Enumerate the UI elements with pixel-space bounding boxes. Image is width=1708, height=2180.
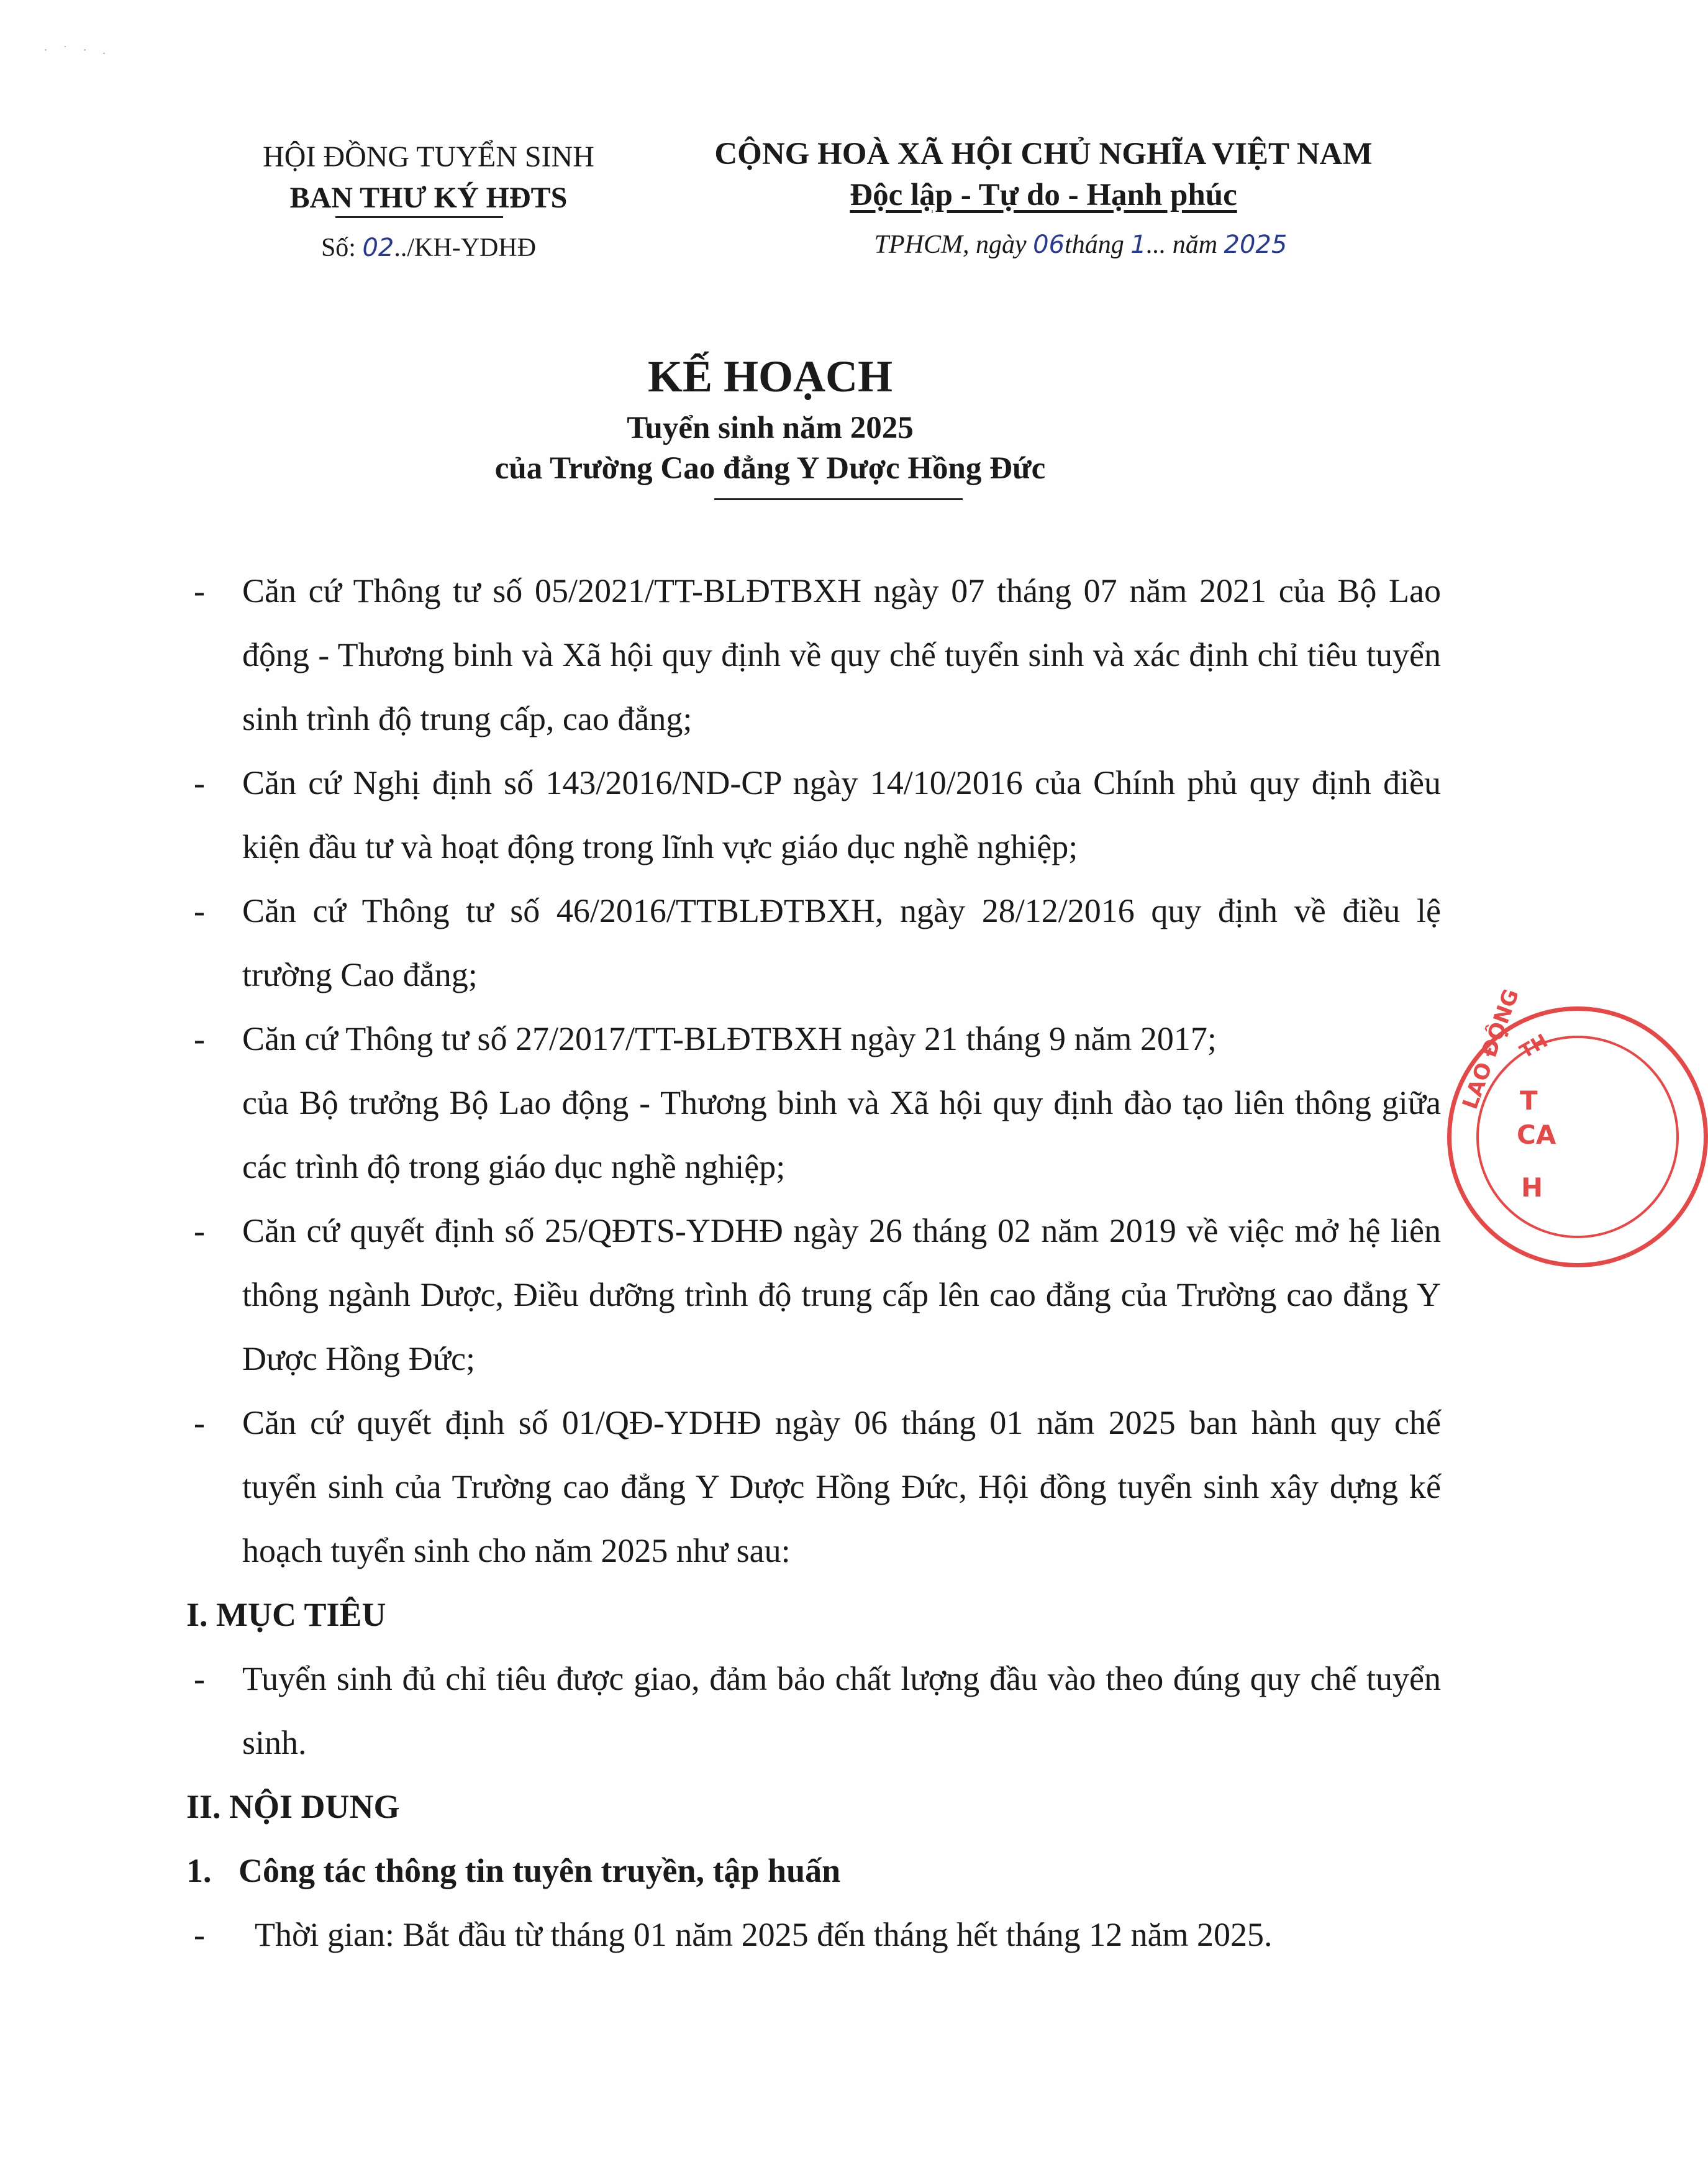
basis-item: - Căn cứ Nghị định số 143/2016/ND-CP ngày 14/10/2016 của Chính phủ quy định điều kiện đầu tư và hoạt động trong lĩnh vực giáo dục nghề nghiệp; bbox=[194, 764, 1441, 865]
issuer-council: HỘI ĐỒNG TUYỂN SINH bbox=[263, 140, 594, 173]
issuer-secretariat-text: BAN THƯ KÝ HĐTS bbox=[289, 181, 568, 214]
stamp-letter: CA bbox=[1517, 1120, 1556, 1150]
official-stamp bbox=[1447, 985, 1708, 1267]
basis-continuation: của Bộ trưởng Bộ Lao động - Thương binh và Xã hội quy định đào tạo liên thông giữa các trình độ trong giáo dục nghề nghiệp; bbox=[242, 1084, 1441, 1185]
document-subtitle: Tuyển sinh năm 2025 bbox=[627, 411, 914, 445]
national-title: CỘNG HOÀ XÃ HỘI CHỦ NGHĨA VIỆT NAM bbox=[714, 137, 1373, 171]
section-content-heading: II. NỘI DUNG bbox=[186, 1788, 400, 1825]
national-header bbox=[671, 134, 1416, 265]
subsection-title: Công tác thông tin tuyên truyền, tập huấn bbox=[238, 1852, 841, 1889]
document-number-handwritten: 02 bbox=[362, 234, 394, 262]
basis-item: - Căn cứ Thông tư số 27/2017/TT-BLĐTBXH ngày 21 tháng 9 năm 2017; bbox=[194, 1020, 1217, 1057]
basis-item: - Căn cứ Thông tư số 46/2016/TTBLĐTBXH, ngày 28/12/2016 quy định về điều lệ trường Cao đẳng; bbox=[194, 892, 1441, 993]
issuer-secretariat bbox=[155, 178, 702, 219]
document-title: KẾ HOẠCH bbox=[647, 352, 893, 401]
subsection-number: 1. bbox=[186, 1852, 212, 1889]
subsection-heading bbox=[186, 1839, 1441, 1903]
issuer-header bbox=[155, 137, 702, 268]
section-objectives-heading: I. MỤC TIÊU bbox=[186, 1596, 386, 1633]
basis-item: - Căn cứ Thông tư số 05/2021/TT-BLĐTBXH ngày 07 tháng 07 năm 2021 của Bộ Lao động - Thương binh và Xã hội quy định về quy chế tuyển sinh và xác định chỉ tiêu tuyển sinh trình độ trung cấp, cao đẳng; bbox=[194, 572, 1441, 737]
stamp-letter: H bbox=[1521, 1172, 1543, 1203]
stamp-top-text: TH bbox=[1516, 1029, 1552, 1064]
document-date: TPHCM, ngày 06tháng 1... năm 2025 bbox=[874, 230, 1288, 259]
content-item: - Thời gian: Bắt đầu từ tháng 01 năm 2025 đến tháng hết tháng 12 năm 2025. bbox=[194, 1916, 1273, 1953]
stamp-letter: T bbox=[1520, 1085, 1538, 1116]
stamp-inner-ring bbox=[1476, 1036, 1679, 1238]
national-motto: Độc lập - Tự do - Hạnh phúc bbox=[850, 178, 1237, 212]
document-number: Số: 02../KH-YDHĐ bbox=[320, 234, 537, 262]
document-body bbox=[186, 559, 1441, 1967]
scan-specks: · ˙ · . bbox=[43, 43, 112, 57]
title-underline bbox=[714, 498, 963, 500]
issuer-underline bbox=[335, 216, 503, 218]
basis-item: - Căn cứ quyết định số 01/QĐ-YDHĐ ngày 06 tháng 01 năm 2025 ban hành quy chế tuyển sinh của Trường cao đẳng Y Dược Hồng Đức, Hội đồng tuyển sinh xây dựng kế hoạch tuyển sinh cho năm 2025 như sau: bbox=[194, 1404, 1441, 1569]
objective-item: - Tuyển sinh đủ chỉ tiêu được giao, đảm bảo chất lượng đầu vào theo đúng quy chế tuyển sinh. bbox=[194, 1660, 1441, 1761]
stamp-ring-text: LAO ĐỘNG bbox=[1458, 985, 1524, 1113]
document-subtitle-school: của Trường Cao đẳng Y Dược Hồng Đức bbox=[494, 451, 1046, 486]
basis-item: - Căn cứ quyết định số 25/QĐTS-YDHĐ ngày 26 tháng 02 năm 2019 về việc mở hệ liên thông ngành Dược, Điều dưỡng trình độ trung cấp lên cao đẳng của Trường cao đẳng Y Dược Hồng Đức; bbox=[194, 1212, 1441, 1377]
